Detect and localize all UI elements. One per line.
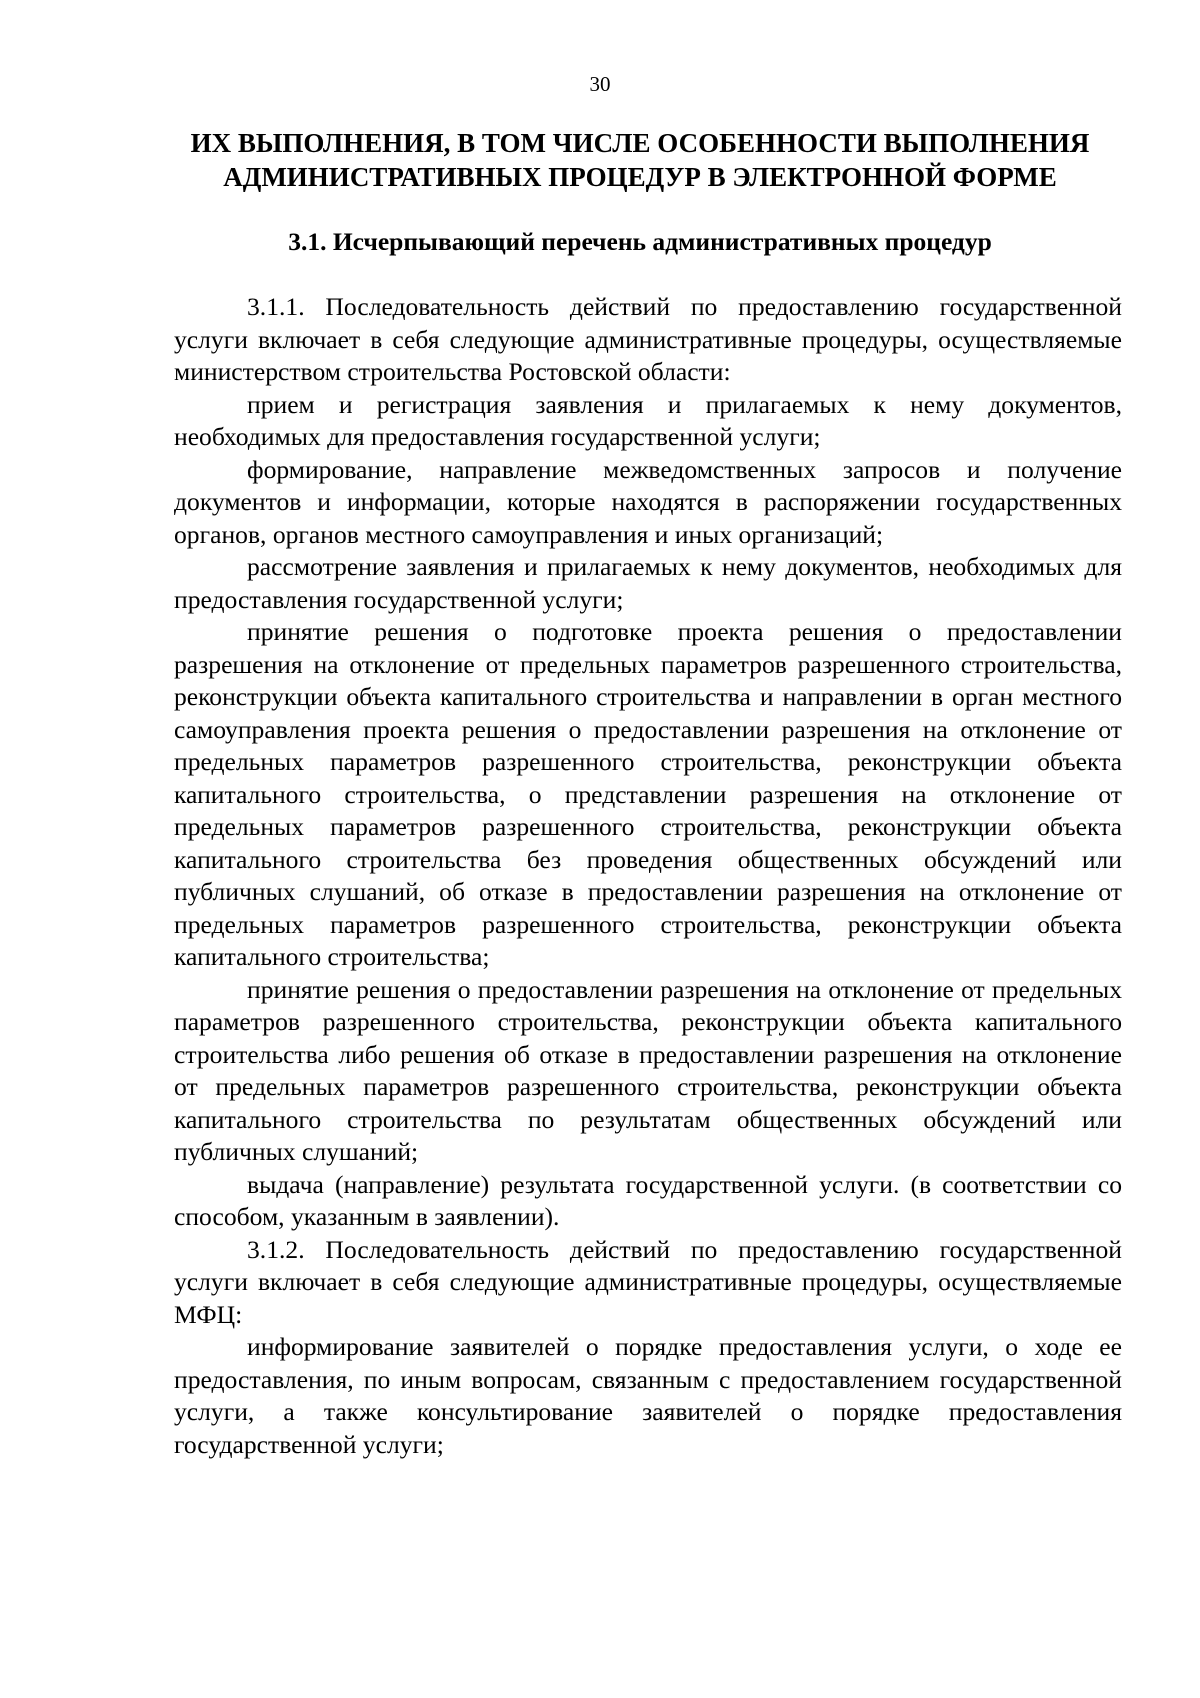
section-heading xyxy=(160,126,1120,194)
document-body xyxy=(174,291,1122,1461)
paragraph-item-review: рассмотрение заявления и прилагаемых к нему документов, необходимых для предоставления государственной услуги; xyxy=(174,552,1122,614)
section-heading-line-1: ИХ ВЫПОЛНЕНИЯ, В ТОМ ЧИСЛЕ ОСОБЕННОСТИ ВЫПОЛНЕНИЯ xyxy=(190,128,1090,158)
paragraph-3-1-2: 3.1.2. Последовательность действий по предоставлению государственной услуги включает в себя следующие административные процедуры, осуществляемые МФЦ: xyxy=(174,1234,1122,1329)
paragraph-item-issuance: выдача (направление) результата государственной услуги. (в соответствии со способом, указанным в заявлении). xyxy=(174,1169,1122,1231)
paragraph-3-1-1: 3.1.1. Последовательность действий по предоставлению государственной услуги включает в себя следующие административные процедуры, осуществляемые министерством строительства Ростовской области: xyxy=(174,292,1122,386)
page-number: 30 xyxy=(589,72,611,96)
paragraph-item-requests: формирование, направление межведомственных запросов и получение документов и информации, которые находятся в распоряжении государственных органов, органов местного самоуправления и иных организаций; xyxy=(174,454,1122,549)
paragraph-item-project-decision: принятие решения о подготовке проекта решения о предоставлении разрешения на отклонение от предельных параметров разрешенного строительства, реконструкции объекта капитального строительства и направлении в орган местного самоуправления проекта решения о предоставлении разрешения на отклонение от предельных параметров разрешенного строительства, реконструкции объекта капитального строительства, о представлении разрешения на отклонение от предельных параметров разрешенного строительства, реконструкции объекта капитального строительства без проведения общественных обсуждений или публичных слушаний, об отказе в предоставлении разрешения на отклонение от предельных параметров разрешенного строительства, реконструкции объекта капитального строительства; xyxy=(174,617,1122,971)
paragraph-item-informing: информирование заявителей о порядке предоставления услуги, о ходе ее предоставления, по иным вопросам, связанным с предоставлением государственной услуги, а также консультирование заявителей о порядке предоставления государственной услуги; xyxy=(174,1332,1122,1459)
paragraph-item-final-decision: принятие решения о предоставлении разрешения на отклонение от предельных параметров разрешенного строительства, реконструкции объекта капитального строительства либо решения об отказе в предоставлении разрешения на отклонение от предельных параметров разрешенного строительства, реконструкции объекта капитального строительства по результатам общественных обсуждений или публичных слушаний; xyxy=(174,974,1122,1166)
subsection-heading: 3.1. Исчерпывающий перечень административных процедур xyxy=(288,227,992,256)
section-heading-line-2: АДМИНИСТРАТИВНЫХ ПРОЦЕДУР В ЭЛЕКТРОННОЙ ФОРМЕ xyxy=(223,162,1057,192)
paragraph-item-reception: прием и регистрация заявления и прилагаемых к нему документов, необходимых для предоставления государственной услуги; xyxy=(174,389,1122,451)
